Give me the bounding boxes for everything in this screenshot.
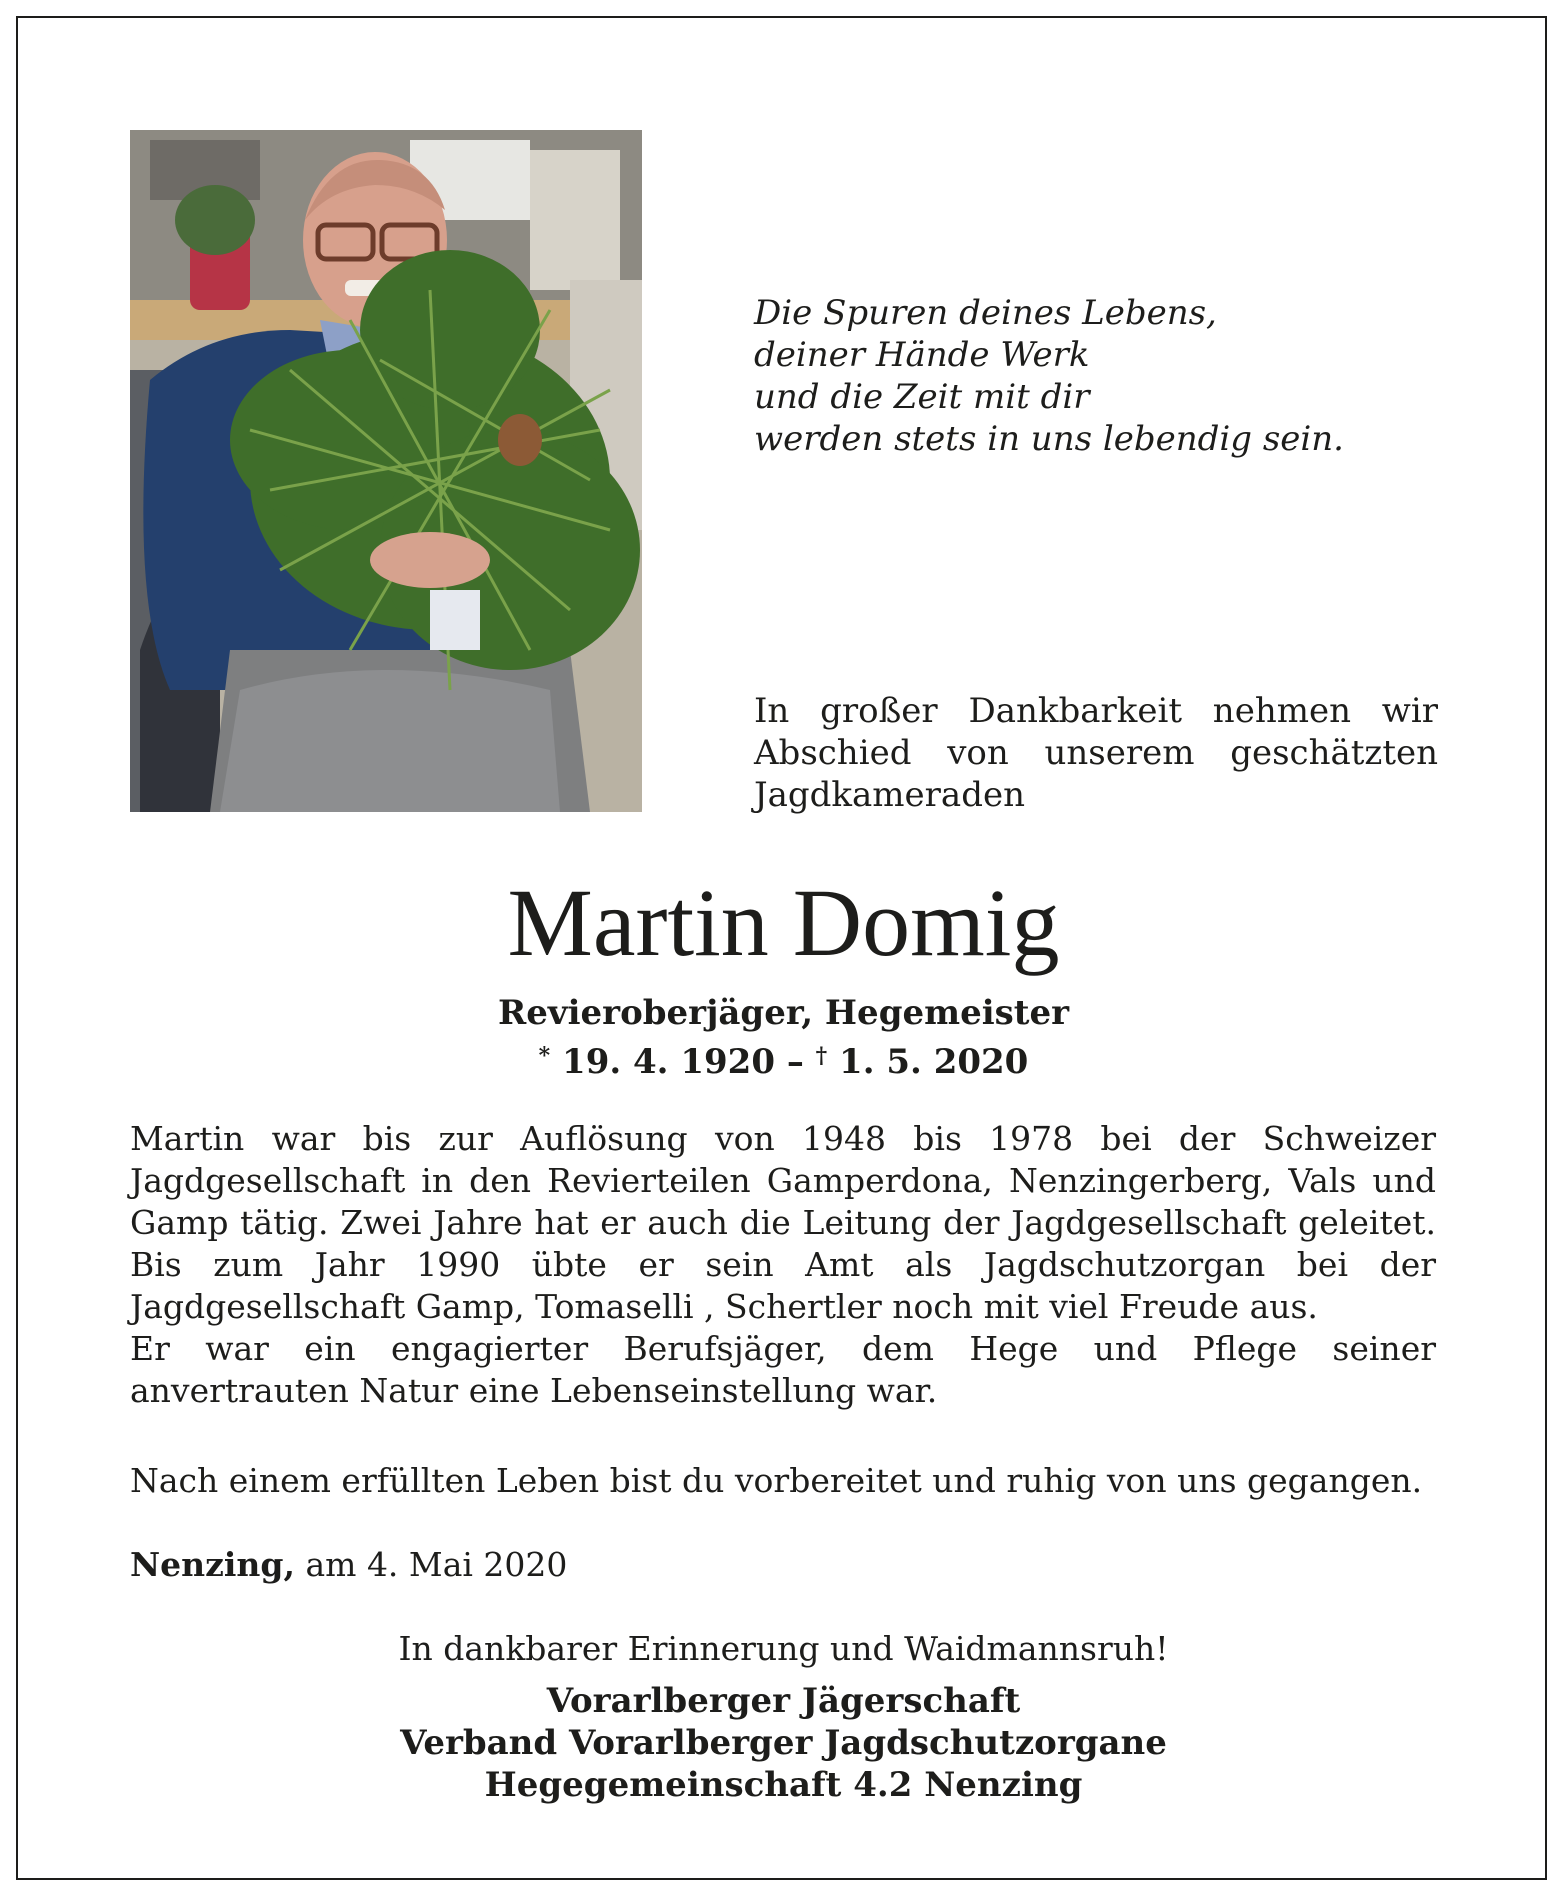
deceased-name: Martin Domig: [507, 869, 1060, 976]
portrait-illustration: [130, 130, 642, 812]
biography-paragraph: Martin war bis zur Auflösung von 1948 bis 1978 bei der Schweizer Jagdgesellschaft in den Revierteilen Gamperdona, Nenzingerberg, Vals und Gamp tätig. Zwei Jahre hat er auch die Leitung der Jagdgesellschaft geleitet. Bis zum Jahr 1990 übte er sein Amt als Jagdschutzorgan bei der Jagdgesellschaft Gamp, Tomaselli , Schertler noch mit viel Freude aus.: [130, 1119, 1436, 1326]
biography: [130, 1118, 1436, 1412]
remembrance-line: In dankbarer Erinnerung und Waidmannsruh!: [398, 1629, 1169, 1668]
poem-line: deiner Hände Werk: [754, 335, 1090, 375]
organization-name: Verband Vorarlberger Jagdschutzorgane: [400, 1723, 1167, 1763]
biography-paragraph: Er war ein engagierter Berufsjäger, dem Hege und Pflege seiner anvertrauten Natur eine Lebenseinstellung war.: [130, 1329, 1436, 1410]
death-symbol: †: [815, 1043, 828, 1069]
organizations: [0, 1680, 1567, 1806]
place-and-date: [130, 1544, 567, 1586]
birth-symbol: *: [538, 1043, 551, 1069]
date-separator: –: [786, 1042, 804, 1082]
place-date: am 4. Mai 2020: [305, 1545, 568, 1584]
poem-line: werden stets in uns lebendig sein.: [754, 419, 1344, 459]
death-date: 1. 5. 2020: [839, 1042, 1029, 1082]
place-name: Nenzing,: [130, 1545, 295, 1584]
organization-name: Hegegemeinschaft 4.2 Nenzing: [484, 1765, 1083, 1805]
portrait-photo: [130, 130, 642, 812]
life-dates: [0, 1035, 1567, 1083]
intro-text: In großer Dankbarkeit nehmen wir Abschied von unserem geschätzten Jagdkameraden: [754, 691, 1438, 815]
deceased-title: Revieroberjäger, Hegemeister: [497, 993, 1070, 1033]
poem-line: und die Zeit mit dir: [754, 377, 1090, 417]
birth-date: 19. 4. 1920: [562, 1042, 775, 1082]
organization-name: Vorarlberger Jägerschaft: [546, 1681, 1021, 1721]
poem-line: Die Spuren deines Lebens,: [754, 293, 1217, 333]
closing-sentence: Nach einem erfüllten Leben bist du vorbereitet und ruhig von uns gegangen.: [130, 1461, 1423, 1500]
memorial-poem: [754, 292, 1454, 460]
